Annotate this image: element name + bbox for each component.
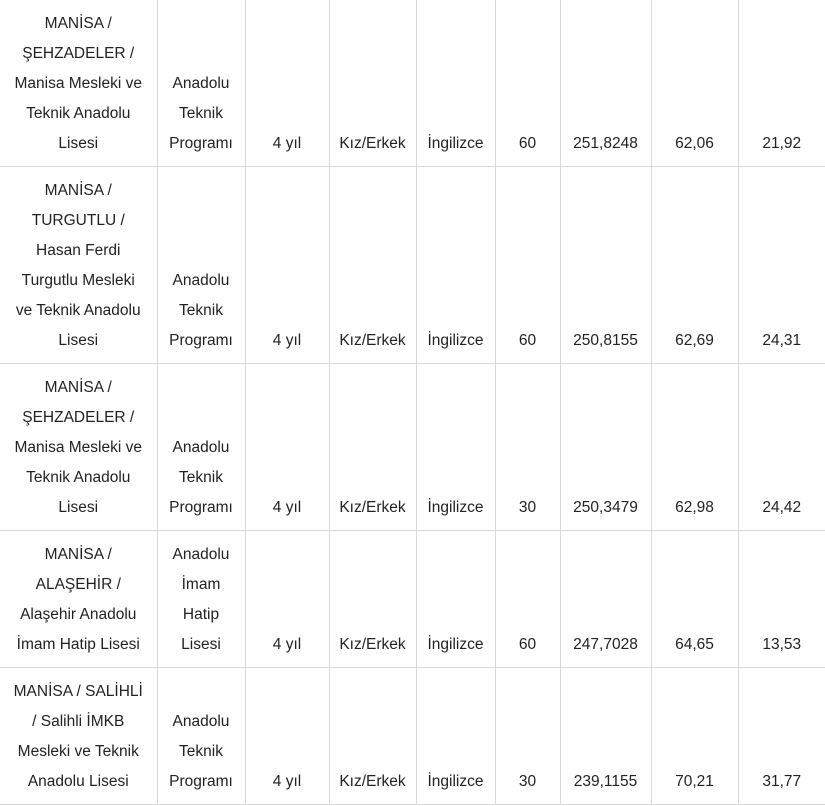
program-type-cell-text: Anadolu Teknik Programı <box>169 74 233 152</box>
gender-cell-text: Kız/Erkek <box>339 331 406 349</box>
duration-cell <box>245 667 329 804</box>
percentile-cell <box>651 166 738 363</box>
gender-cell <box>329 166 416 363</box>
score-cell <box>560 166 651 363</box>
duration-cell <box>245 363 329 530</box>
quota-cell-text: 30 <box>518 498 537 516</box>
duration-cell-text: 4 yıl <box>272 772 302 790</box>
quota-cell-text: 60 <box>518 635 537 653</box>
program-type-cell-text: Anadolu Teknik Programı <box>169 712 233 790</box>
score-cell-text: 250,8155 <box>573 331 638 349</box>
percentile-cell-text: 62,98 <box>675 498 714 516</box>
percentile-secondary-cell-text: 31,77 <box>762 772 802 790</box>
percentile-cell <box>651 0 738 166</box>
language-cell-text: İngilizce <box>427 331 484 349</box>
percentile-secondary-cell <box>738 166 825 363</box>
table-row <box>0 166 825 363</box>
duration-cell-text: 4 yıl <box>272 635 302 653</box>
program-type-cell-text: Anadolu Teknik Programı <box>169 438 233 516</box>
school-name-cell <box>0 166 157 363</box>
score-cell-text: 251,8248 <box>573 134 638 152</box>
percentile-cell <box>651 667 738 804</box>
score-cell <box>560 0 651 166</box>
quota-cell <box>495 530 560 667</box>
duration-cell <box>245 530 329 667</box>
score-cell <box>560 530 651 667</box>
percentile-cell-text: 70,21 <box>675 772 714 790</box>
table-row <box>0 0 825 166</box>
school-name-cell-text: MANİSA / ŞEHZADELER / Manisa Mesleki ve Teknik Anadolu Lisesi <box>14 14 142 152</box>
quota-cell-text: 30 <box>518 772 537 790</box>
quota-cell <box>495 667 560 804</box>
quota-cell-text: 60 <box>518 134 537 152</box>
program-type-cell <box>157 363 245 530</box>
school-name-cell-text: MANİSA / SALİHLİ / Salihli İMKB Mesleki ve Teknik Anadolu Lisesi <box>13 682 143 790</box>
quota-cell <box>495 0 560 166</box>
table-row <box>0 667 825 804</box>
school-name-cell <box>0 530 157 667</box>
language-cell-text: İngilizce <box>427 772 484 790</box>
duration-cell <box>245 0 329 166</box>
school-name-cell <box>0 0 157 166</box>
duration-cell-text: 4 yıl <box>272 134 302 152</box>
language-cell <box>416 363 495 530</box>
percentile-cell <box>651 363 738 530</box>
percentile-cell-text: 64,65 <box>675 635 714 653</box>
quota-cell <box>495 166 560 363</box>
language-cell-text: İngilizce <box>427 635 484 653</box>
language-cell <box>416 166 495 363</box>
percentile-secondary-cell-text: 21,92 <box>762 134 802 152</box>
score-cell-text: 250,3479 <box>573 498 638 516</box>
duration-cell <box>245 166 329 363</box>
percentile-secondary-cell-text: 24,31 <box>762 331 802 349</box>
gender-cell <box>329 363 416 530</box>
program-type-cell <box>157 0 245 166</box>
language-cell-text: İngilizce <box>427 498 484 516</box>
language-cell <box>416 530 495 667</box>
percentile-secondary-cell <box>738 363 825 530</box>
language-cell-text: İngilizce <box>427 134 484 152</box>
percentile-secondary-cell <box>738 667 825 804</box>
score-cell-text: 239,1155 <box>573 772 638 790</box>
duration-cell-text: 4 yıl <box>272 331 302 349</box>
percentile-secondary-cell-text: 24,42 <box>762 498 802 516</box>
percentile-cell-text: 62,69 <box>675 331 714 349</box>
percentile-secondary-cell <box>738 530 825 667</box>
school-name-cell-text: MANİSA / TURGUTLU / Hasan Ferdi Turgutlu Mesleki ve Teknik Anadolu Lisesi <box>15 181 141 349</box>
school-name-cell <box>0 667 157 804</box>
quota-cell <box>495 363 560 530</box>
school-name-cell-text: MANİSA / ALAŞEHİR / Alaşehir Anadolu İmam Hatip Lisesi <box>16 545 140 653</box>
score-cell <box>560 667 651 804</box>
score-cell-text: 247,7028 <box>573 635 638 653</box>
program-type-cell <box>157 166 245 363</box>
percentile-cell <box>651 530 738 667</box>
school-name-cell-text: MANİSA / ŞEHZADELER / Manisa Mesleki ve Teknik Anadolu Lisesi <box>14 378 142 516</box>
duration-cell-text: 4 yıl <box>272 498 302 516</box>
program-type-cell <box>157 530 245 667</box>
percentile-cell-text: 62,06 <box>675 134 714 152</box>
percentile-secondary-cell <box>738 0 825 166</box>
score-cell <box>560 363 651 530</box>
gender-cell <box>329 530 416 667</box>
gender-cell <box>329 0 416 166</box>
language-cell <box>416 667 495 804</box>
gender-cell <box>329 667 416 804</box>
program-type-cell <box>157 667 245 804</box>
gender-cell-text: Kız/Erkek <box>339 772 406 790</box>
table-row <box>0 363 825 530</box>
school-name-cell <box>0 363 157 530</box>
gender-cell-text: Kız/Erkek <box>339 635 406 653</box>
gender-cell-text: Kız/Erkek <box>339 134 406 152</box>
program-type-cell-text: Anadolu Teknik Programı <box>169 271 233 349</box>
language-cell <box>416 0 495 166</box>
gender-cell-text: Kız/Erkek <box>339 498 406 516</box>
percentile-secondary-cell-text: 13,53 <box>762 635 802 653</box>
program-type-cell-text: Anadolu İmam Hatip Lisesi <box>172 545 230 653</box>
quota-cell-text: 60 <box>518 331 537 349</box>
table-row <box>0 530 825 667</box>
